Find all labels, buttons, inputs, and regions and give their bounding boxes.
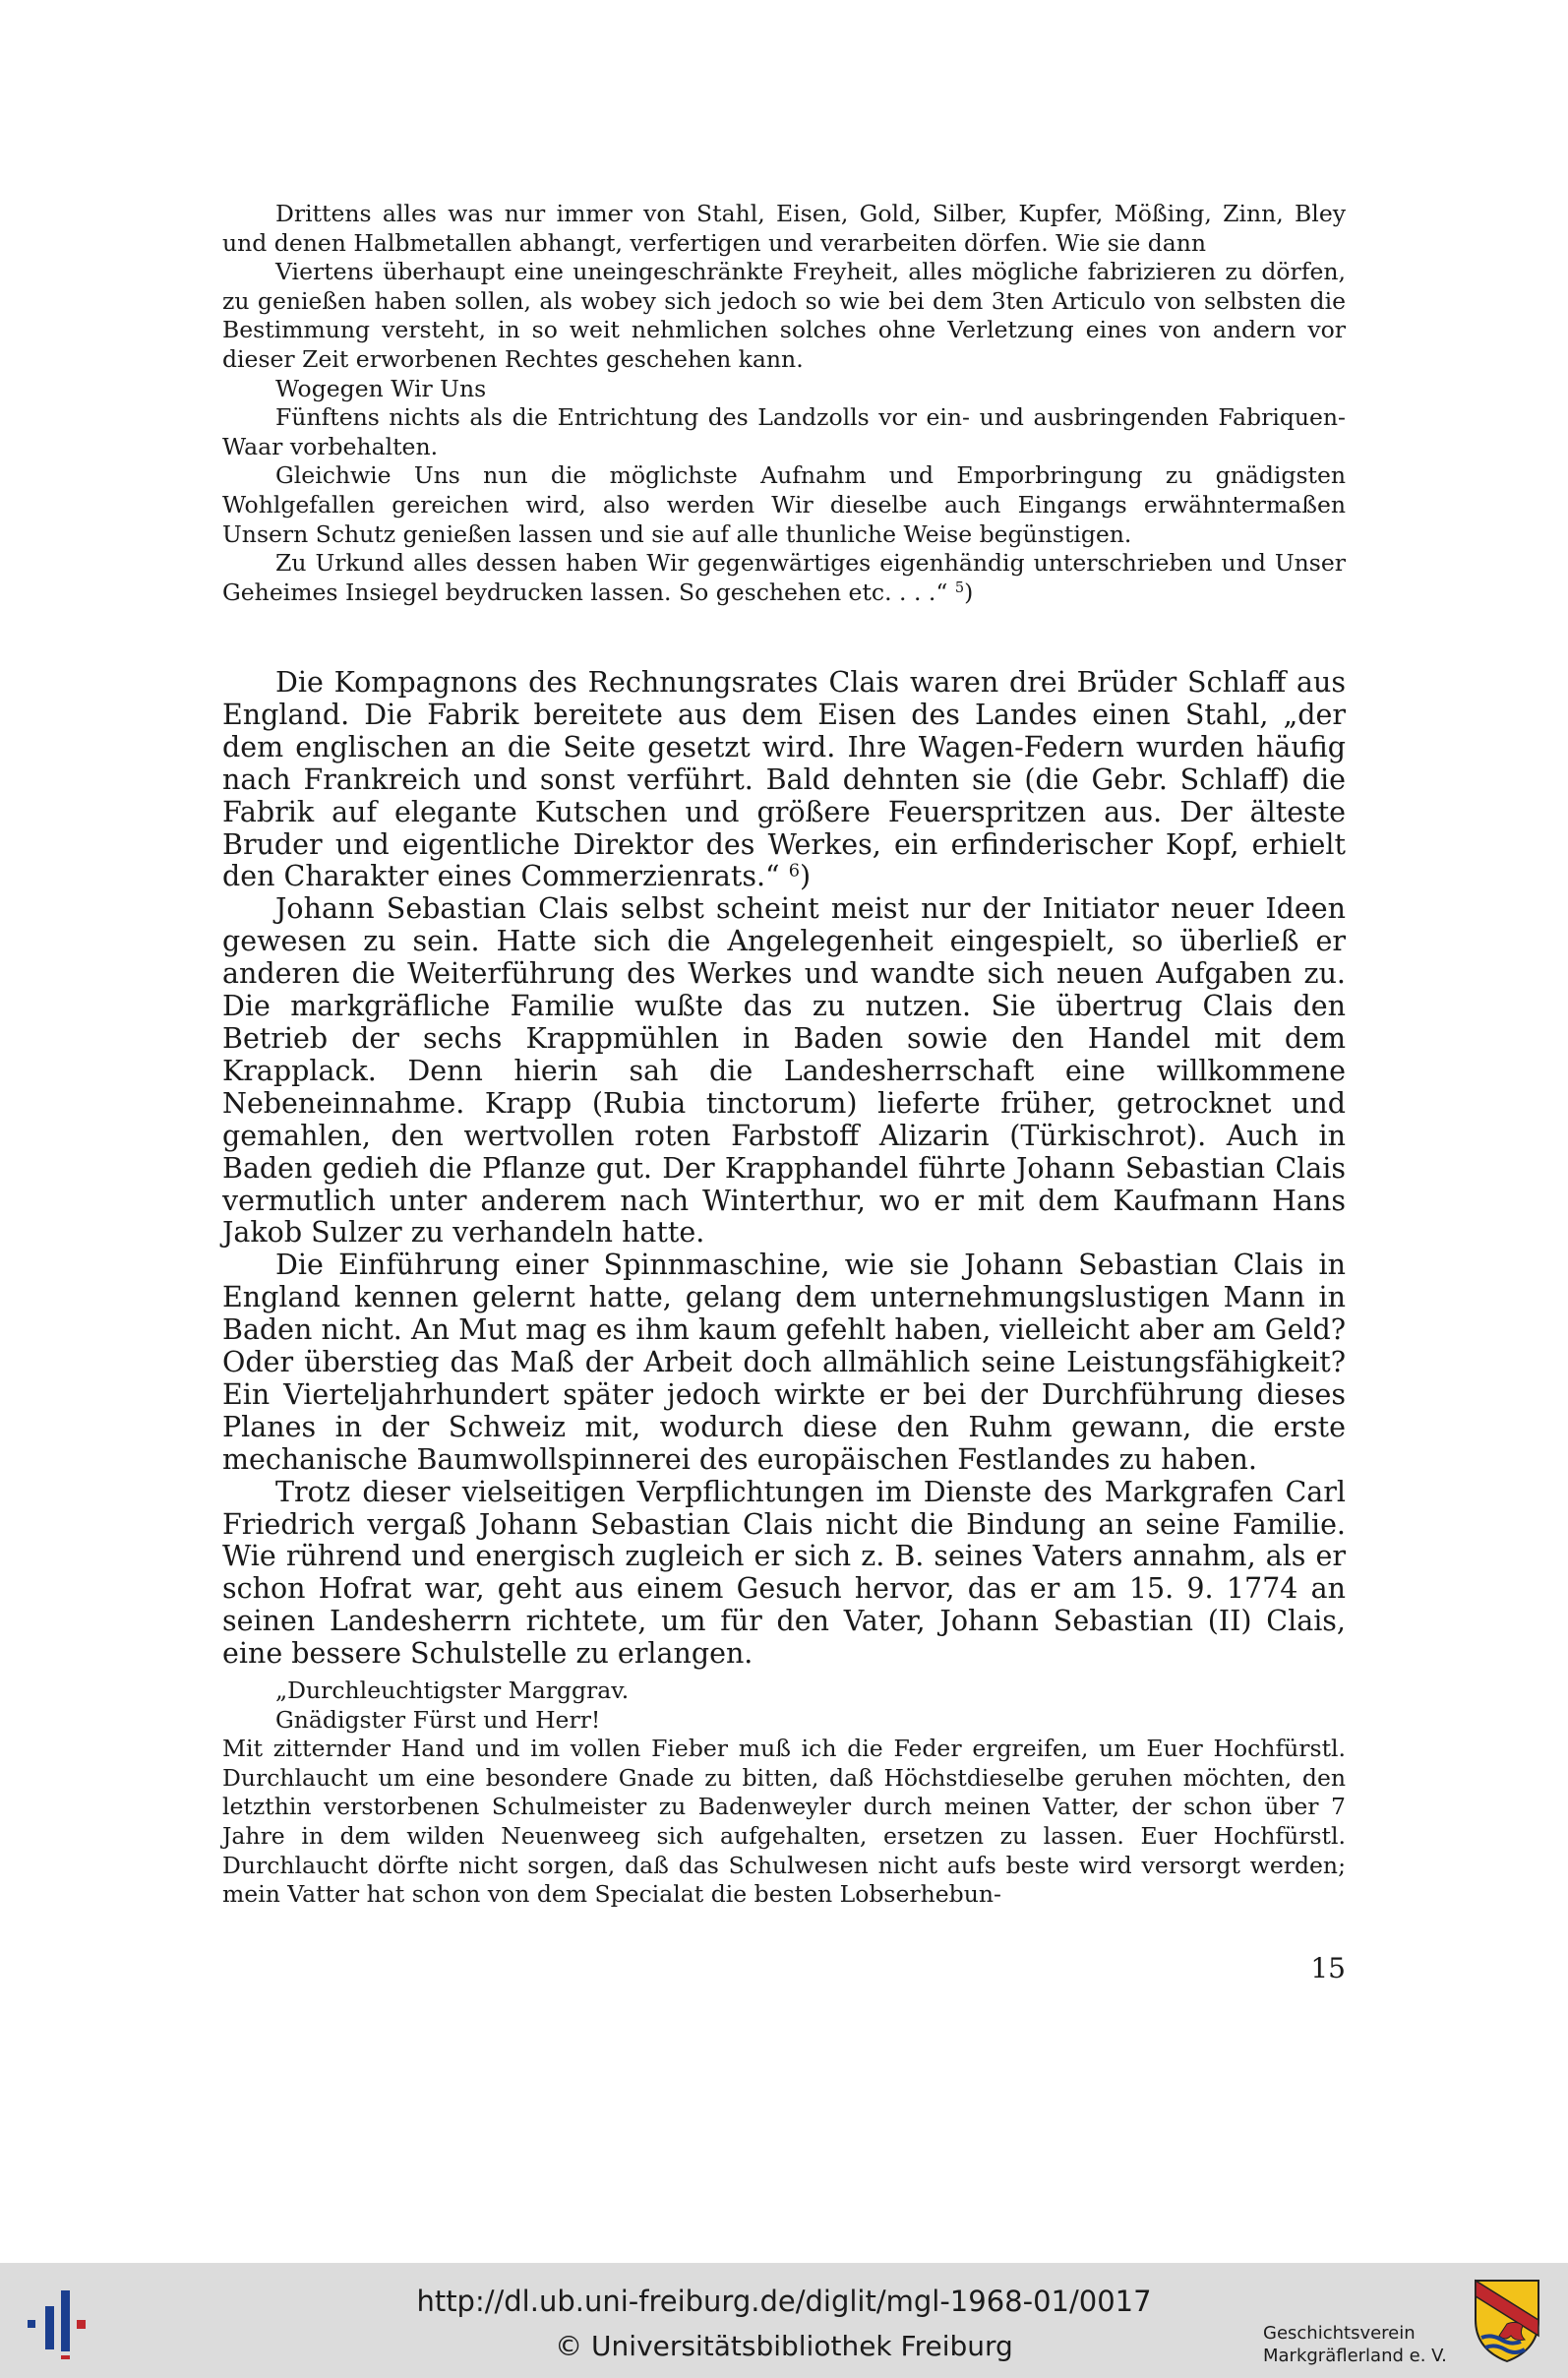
society-line-1: Geschichtsverein — [1263, 2323, 1416, 2344]
quote-paragraph-last — [222, 549, 1346, 607]
quote-paragraph: Fünftens nichts als die Entrichtung des Landzolls vor ein- und ausbringenden Fabriquen-Waar vorbehalten. — [222, 403, 1346, 460]
petition-quote — [222, 1677, 1346, 1910]
footer-url-link[interactable]: http://dl.ub.uni-freiburg.de/diglit/mgl-1968-01/0017 — [416, 2285, 1152, 2318]
quote-paragraph: Drittens alles was nur immer von Stahl, Eisen, Gold, Silber, Kupfer, Mößing, Zinn, Bley und denen Halbmetallen abhangt, verfertigen und verarbeiten dörfen. Wie sie dann — [222, 200, 1346, 257]
footnote-ref-suffix: ) — [799, 860, 812, 893]
petition-salutation: „Durchleuchtigster Marggrav. — [275, 1677, 630, 1704]
petition-salutation: Gnädigster Fürst und Herr! — [275, 1705, 601, 1734]
footnote-ref-suffix: ) — [964, 578, 974, 606]
body-paragraph: Die Einführung einer Spinnmaschine, wie sie Johann Sebastian Clais in England kennen gelernt hatte, gelang dem unternehmungslustigen Mann in Baden nicht. An Mut mag es ihm kaum gefehlt haben, vielleicht aber am Geld? Oder überstieg das Maß der Arbeit doch allmählich seine Leistungsfähigkeit? Ein Vierteljahrhundert später jedoch wirkte er bei der Durchführung dieses Planes in der Schweiz mit, wodurch diese den Ruhm gewann, die erste mechanische Baumwollspinnerei des europäischen Festlandes zu haben. — [222, 1249, 1346, 1476]
body-paragraph: Trotz dieser vielseitigen Verpflichtungen im Dienste des Markgrafen Carl Friedrich vergaß Johann Sebastian Clais nicht die Bindung an seine Familie. Wie rührend und energisch zugleich er sich z. B. seines Vaters annahm, als er schon Hofrat war, geht aus einem Gesuch hervor, das er am 15. 9. 1774 an seinen Landesherrn richtete, um für den Vater, Johann Sebastian (II) Clais, eine bessere Schulstelle zu erlangen. — [222, 1475, 1346, 1671]
footer-copyright: © Universitätsbibliothek Freiburg — [555, 2330, 1013, 2362]
footer-bar — [0, 2263, 1568, 2378]
main-body-text — [222, 667, 1346, 1671]
page-number: 15 — [1310, 1952, 1346, 1984]
society-line-2: Markgräflerland e. V. — [1263, 2346, 1447, 2366]
footnote-ref-6: 6 — [788, 861, 800, 882]
body-paragraph: Johann Sebastian Clais selbst scheint meist nur der Initiator neuer Ideen gewesen zu sein. Hatte sich die Angelegenheit eingespielt, so überließ er anderen die Weiterführung des Werkes und wandte sich neuen Aufgaben zu. Die markgräfliche Familie wußte das zu nutzen. Sie übertrug Clais den Betrieb der sechs Krappmühlen in Baden sowie den Handel mit dem Krapplack. Denn hierin sah die Landesherrschaft eine willkommene Nebeneinnahme. Krapp (Rubia tinctorum) lieferte früher, getrocknet und gemahlen, den wertvollen roten Farbstoff Alizarin (Türkischrot). Auch in Baden gedieh die Pflanze gut. Der Krapphandel führte Johann Sebastian Clais vermutlich unter anderem nach Winterthur, wo er mit dem Kaufmann Hans Jakob Sulzer zu verhandeln hatte. — [222, 892, 1346, 1250]
quote-paragraph: Viertens überhaupt eine uneingeschränkte Freyheit, alles mögliche fabrizieren zu dörfen, zu genießen haben sollen, als wobey sich jedoch so wie bei dem 3ten Articulo von selbsten die Bestimmung versteht, in so weit nehmlichen solches ohne Verletzung eines von andern vor dieser Zeit erworbenen Rechtes geschehen kann. — [222, 258, 1346, 373]
decree-quote — [222, 200, 1346, 607]
petition-text: Mit zitternder Hand und im vollen Fieber muß ich die Feder ergreifen, um Euer Hochfürstl. Durchlaucht um eine besondere Gnade zu bitten, daß Höchstdieselbe geruhen möchten, den letzthin verstorbenen Schulmeister zu Badenweyler durch meinen Vatter, der schon über 7 Jahre in dem wilden Neuenweeg sich aufgehalten, ersetzen zu lassen. Euer Hochfürstl. Durchlaucht dörfte nicht sorgen, daß das Schulwesen nicht aufs beste wird versorgt werden; mein Vatter hat schon von dem Specialat die besten Lobserhebun- — [222, 1735, 1346, 1909]
quote-paragraph: Gleichwie Uns nun die möglichste Aufnahm und Emporbringung zu gnädigsten Wohlgefallen gereichen wird, also werden Wir dieselbe auch Eingangs erwähntermaßen Unsern Schutz genießen lassen und sie auf alle thunliche Weise begünstigen. — [222, 461, 1346, 548]
body-paragraph-text: Die Kompagnons des Rechnungsrates Clais waren drei Brüder Schlaff aus England. Die Fabrik bereitete aus dem Eisen des Landes einen Stahl, „der dem englischen an die Seite gesetzt wird. Ihre Wagen-Federn wurden häufig nach Frankreich und sonst verführt. Bald dehnten sie (die Gebr. Schlaff) die Fabrik auf elegante Kutschen und größere Feuerspritzen aus. Der älteste Bruder und eigentliche Direktor des Werkes, ein erfinderischer Kopf, erhielt den Charakter eines Commerzienrats.“ — [222, 666, 1346, 893]
quote-paragraph: Wogegen Wir Uns — [275, 374, 487, 402]
coat-of-arms-icon — [1472, 2277, 1542, 2365]
quote-last-text: Zu Urkund alles dessen haben Wir gegenwärtiges eigenhändig unterschrieben und Unser Geheimes Insiegel beydrucken lassen. So geschehen etc. . . .“ — [222, 549, 1346, 606]
society-name — [1263, 2322, 1460, 2367]
footnote-ref-5: 5 — [954, 579, 965, 596]
body-paragraph — [222, 667, 1346, 893]
